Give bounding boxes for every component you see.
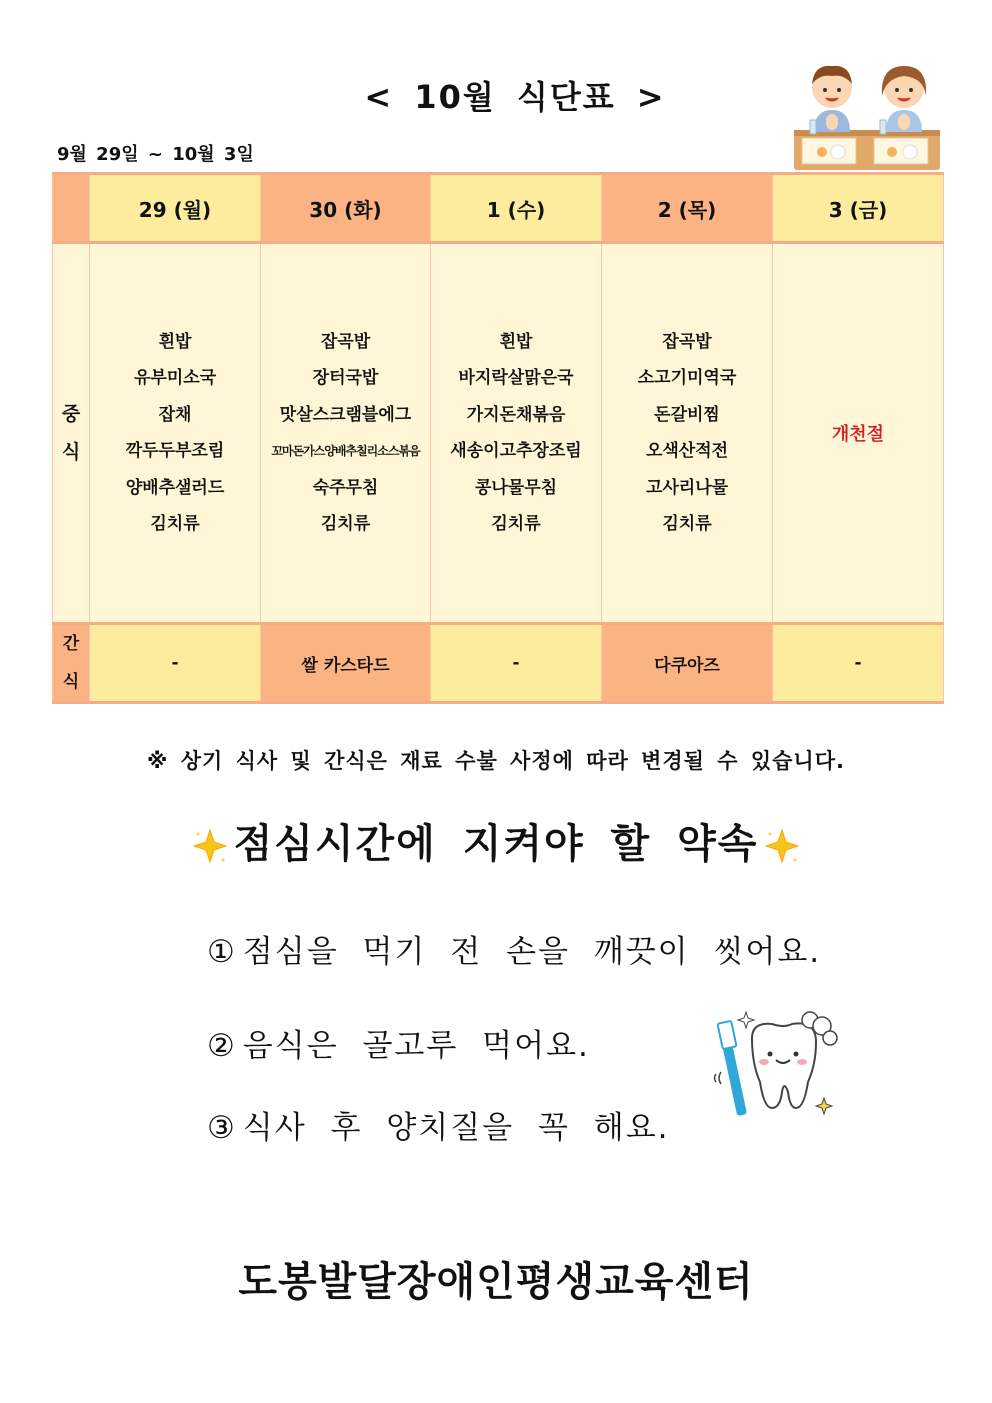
- rule-text: 점심을 먹기 전 손을 깨끗이 씻어요.: [242, 934, 822, 970]
- tooth-brush-icon: [712, 1008, 844, 1120]
- snack-label: [53, 624, 90, 703]
- rule-number: ②: [207, 1028, 237, 1064]
- meal-item: 소고기미역국: [637, 368, 737, 388]
- meal-item: 콩나물무침: [474, 477, 558, 498]
- day-header: 3 (금): [773, 174, 944, 243]
- snack-cell: 쌀 카스타드: [261, 624, 431, 703]
- meal-item: 가지돈채볶음: [466, 404, 566, 425]
- rule-number: ①: [207, 934, 237, 970]
- rule-item: [207, 1020, 590, 1065]
- lunch-label-char: 식: [61, 441, 81, 463]
- lunch-cell-wed: [431, 243, 602, 624]
- day-header: 30 (화): [261, 174, 431, 243]
- meal-item: 고사리나물: [645, 477, 729, 498]
- meal-item: 잡곡밥: [662, 331, 712, 352]
- header-row: [53, 174, 944, 243]
- meal-list: [602, 324, 772, 543]
- lunch-cell-mon: [90, 243, 261, 624]
- snack-cell: -: [431, 624, 602, 703]
- sparkle-star-icon: [762, 826, 802, 866]
- meal-item: 잡채: [158, 404, 192, 425]
- lunch-cell-thu: [602, 243, 773, 624]
- rule-item: [207, 926, 821, 971]
- meal-item: 양배추샐러드: [125, 477, 225, 498]
- lunch-label: [53, 243, 90, 624]
- meal-item: 새송이고추장조림: [450, 441, 582, 461]
- meal-item: 맛살스크램블에그: [279, 404, 412, 425]
- meal-item: 흰밥: [158, 331, 192, 352]
- page-title: < 10월 식단표 >: [364, 78, 666, 116]
- snack-cell: -: [773, 624, 944, 703]
- meal-item: 흰밥: [499, 331, 533, 352]
- meal-list: [431, 324, 601, 543]
- notice: ※ 상기 식사 및 간식은 재료 수불 사정에 따라 변경될 수 있습니다.: [147, 749, 845, 773]
- lunch-cell-fri: [773, 243, 944, 624]
- day-header: 29 (월): [90, 174, 261, 243]
- snack-cell: -: [90, 624, 261, 703]
- meal-item: 숙주무침: [312, 477, 379, 498]
- meal-item: 김치류: [320, 514, 371, 534]
- meal-item: 김치류: [491, 514, 541, 534]
- day-header: 2 (목): [602, 174, 773, 243]
- rule-text: 음식은 골고루 먹어요.: [242, 1028, 590, 1064]
- meal-list: [90, 324, 260, 543]
- holiday-label: 개천절: [831, 424, 885, 445]
- rule-number: ③: [207, 1110, 237, 1146]
- meal-item: 꼬마돈가스양배추칠리소스볶음: [271, 444, 420, 458]
- meal-item: 김치류: [662, 514, 712, 534]
- kids-eating-icon: [792, 60, 942, 172]
- promise-heading: [0, 812, 992, 869]
- day-header: 1 (수): [431, 174, 602, 243]
- lunch-label-char: 중: [61, 403, 81, 425]
- rule-item: [207, 1102, 670, 1147]
- meal-item: 장터국밥: [312, 368, 379, 388]
- date-range: 9월 29일 ~ 10월 3일: [57, 144, 254, 165]
- meal-item: 김치류: [150, 514, 200, 534]
- sparkle-star-icon: [190, 826, 230, 866]
- meal-item: 깍두두부조림: [125, 441, 225, 461]
- snack-label-char: 간: [62, 634, 80, 654]
- lunch-cell-tue: [261, 243, 431, 624]
- meal-item: 바지락살맑은국: [458, 368, 574, 388]
- lunch-row: [53, 243, 944, 624]
- snack-label-char: 식: [62, 672, 80, 692]
- meal-item: 돈갈비찜: [654, 404, 720, 425]
- meal-item: 오색산적전: [645, 441, 729, 461]
- meal-item: 잡곡밥: [320, 331, 371, 352]
- promise-title: 점심시간에 지켜야 할 약속: [233, 821, 759, 867]
- snack-cell: 다쿠아즈: [602, 624, 773, 703]
- snack-row: [53, 624, 944, 703]
- rule-text: 식사 후 양치질을 꼭 해요.: [242, 1110, 670, 1146]
- meal-list: [261, 324, 430, 543]
- meal-item: 유부미소국: [133, 368, 217, 388]
- corner-cell: [53, 174, 90, 243]
- menu-table: [52, 172, 944, 704]
- footer-org-name: 도봉발달장애인평생교육센터: [238, 1259, 754, 1305]
